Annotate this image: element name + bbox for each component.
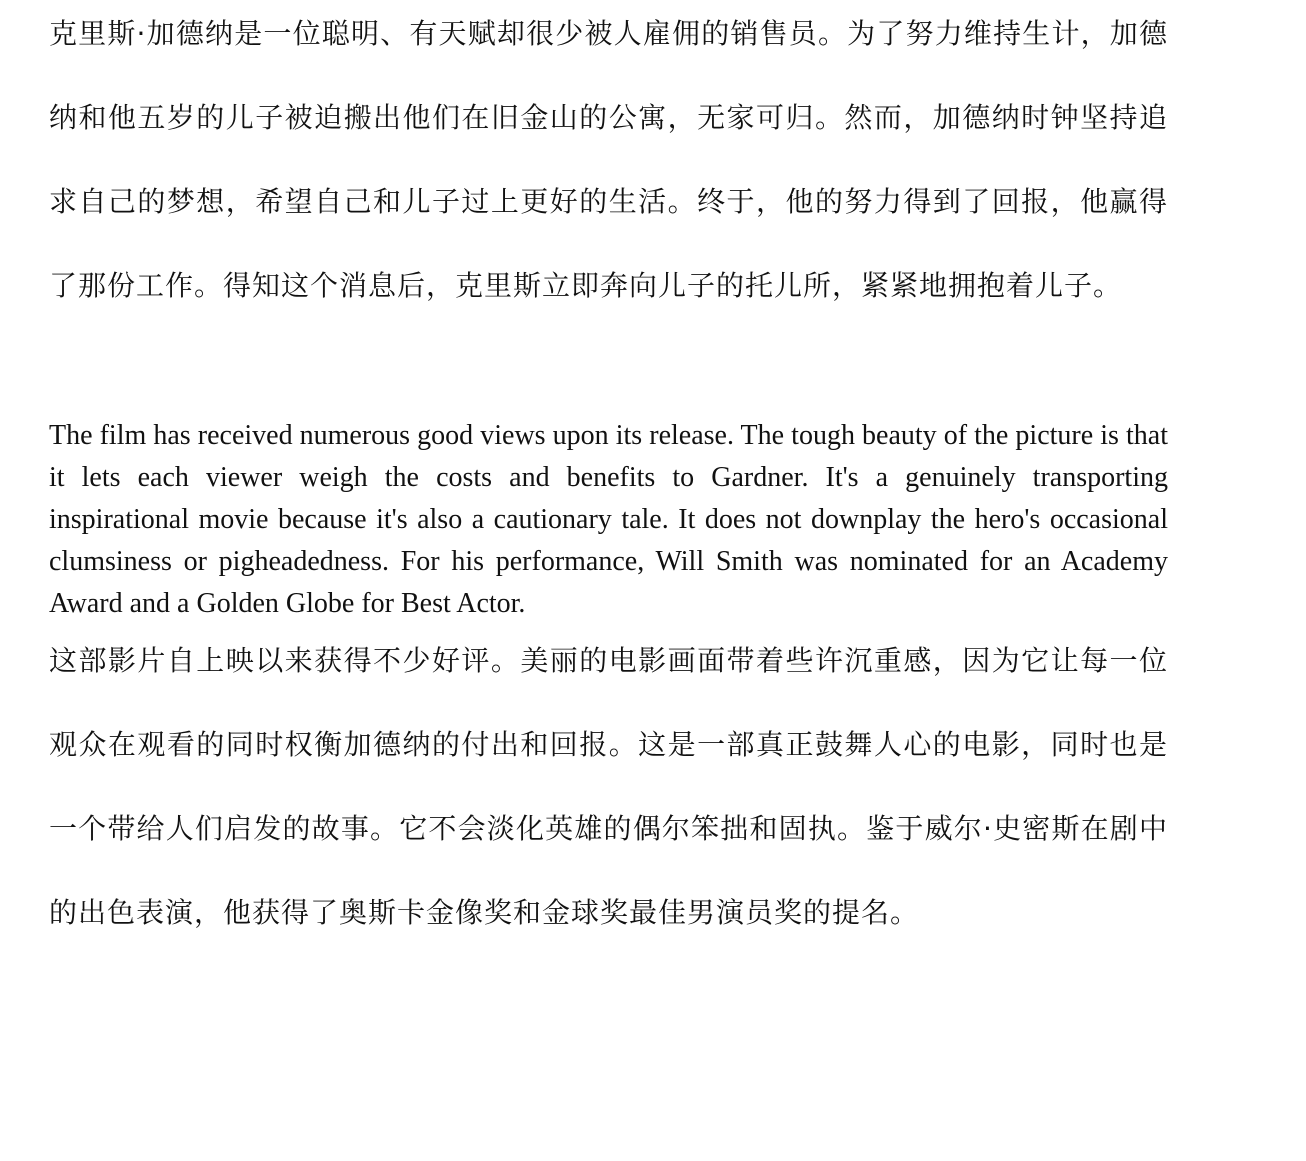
document-page <box>49 0 1168 955</box>
chinese-paragraph-2: 这部影片自上映以来获得不少好评。美丽的电影画面带着些许沉重感，因为它让每一位观众在观看的同时权衡加德纳的付出和回报。这是一部真正鼓舞人心的电影，同时也是一个带给人们启发的故事。它不会淡化英雄的偶尔笨拙和固执。鉴于威尔·史密斯在剧中的出色表演，他获得了奥斯卡金像奖和金球奖最佳男演员奖的提名。 <box>49 644 1168 929</box>
chinese-paragraph-1: 克里斯·加德纳是一位聪明、有天赋却很少被人雇佣的销售员。为了努力维持生计，加德纳和他五岁的儿子被迫搬出他们在旧金山的公寓，无家可归。然而，加德纳时钟坚持追求自己的梦想，希望自己和儿子过上更好的生活。终于，他的努力得到了回报，他赢得了那份工作。得知这个消息后，克里斯立即奔向儿子的托儿所，紧紧地拥抱着儿子。 <box>49 17 1168 302</box>
english-paragraph: The film has received numerous good views upon its release. The tough beauty of the picture is that it lets each viewer weigh the costs and benefits to Gardner. It's a genuinely transporting inspirational movie because it's also a cautionary tale. It does not downplay the hero's occasional clumsiness or pigheadedness. For his performance, Will Smith was nominated for an Academy Award and a Golden Globe for Best Actor. <box>49 420 1168 619</box>
